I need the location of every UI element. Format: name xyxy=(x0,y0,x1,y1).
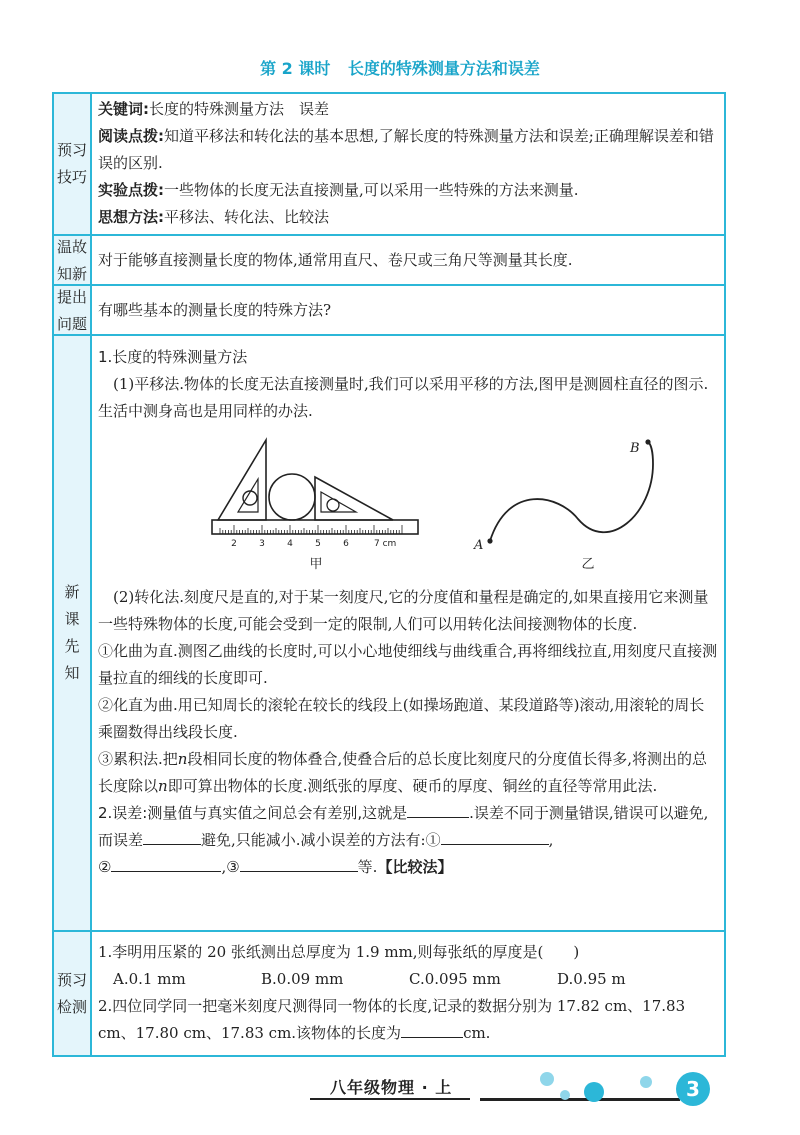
text-run: , xyxy=(548,831,554,849)
footer-underline xyxy=(310,1098,470,1100)
side-label-char: 新 xyxy=(64,583,80,601)
question-1-options xyxy=(98,966,718,993)
side-label-check xyxy=(54,932,92,1055)
keywords-value: 长度的特殊测量方法 误差 xyxy=(149,100,330,118)
divider xyxy=(54,234,724,236)
fill-blank[interactable] xyxy=(401,1021,463,1038)
variable-n: n xyxy=(158,777,168,795)
option-a[interactable]: A.0.1 mm xyxy=(113,970,186,988)
fill-blank[interactable] xyxy=(143,828,201,845)
fill-blank[interactable] xyxy=(441,828,549,845)
fill-blank[interactable] xyxy=(111,855,221,872)
figure-label-yi: 乙 xyxy=(581,557,595,572)
side-label-new xyxy=(54,336,92,930)
option-c[interactable]: C.0.095 mm xyxy=(409,970,501,988)
side-label-char: 知 xyxy=(64,664,80,682)
fill-blank[interactable] xyxy=(407,801,469,818)
side-label-line: 技巧 xyxy=(56,168,87,186)
ruler-tick-label: 5 xyxy=(315,539,321,549)
side-label-char: 先 xyxy=(64,637,80,655)
divider xyxy=(54,930,724,932)
ruler-tick-label: 7 cm xyxy=(374,539,397,549)
divider xyxy=(54,284,724,286)
experiment-value: 一些物体的长度无法直接测量,可以采用一些特殊的方法来测量. xyxy=(164,181,579,199)
heading-special-methods: 1.长度的特殊测量方法 xyxy=(98,348,248,366)
worksheet-table xyxy=(52,92,726,1057)
ruler-tick-label: 4 xyxy=(287,539,293,549)
text-run: cm. xyxy=(463,1024,491,1042)
text-run: 即可算出物体的长度.测纸张的厚度、硬币的厚度、铜丝的直径等常用此法. xyxy=(167,777,658,795)
check-content xyxy=(98,939,718,1047)
footer-underline xyxy=(480,1098,680,1101)
side-label-question xyxy=(54,286,92,336)
lesson-topic: 长度的特殊测量方法和误差 xyxy=(347,59,540,78)
decorative-dot xyxy=(640,1076,652,1088)
figure-jia xyxy=(208,434,428,574)
text-run: ② xyxy=(98,858,112,876)
ruler-ticks xyxy=(220,525,402,534)
text-run: 2.误差:测量值与真实值之间总会有差别,这就是 xyxy=(98,804,408,822)
side-label-review xyxy=(54,236,92,286)
question-1: 1.李明用压紧的 20 张纸测出总厚度为 1.9 mm,则每张纸的厚度是( ) xyxy=(98,943,580,961)
method-tag: 【比较法】 xyxy=(377,858,453,876)
ruler-labels xyxy=(231,539,396,549)
text-run: 等. xyxy=(357,858,378,876)
decorative-dot xyxy=(584,1082,604,1102)
experiment-key: 实验点拨: xyxy=(98,181,164,199)
translation-method-text: (1)平移法.物体的长度无法直接测量时,我们可以采用平移的方法,图甲是测圆柱直径的图示.生活中测身高也是用同样的办法. xyxy=(98,375,709,420)
reading-key: 阅读点拨: xyxy=(98,127,164,145)
side-label-preview xyxy=(54,94,92,234)
figures xyxy=(98,434,718,584)
lesson-title xyxy=(0,56,800,79)
straight-to-curve-text: ②化直为曲.用已知周长的滚轮在较长的线段上(如操场跑道、某段道路等)滚动,用滚轮的周长乘圈数得出线段长度. xyxy=(98,696,705,741)
option-d[interactable]: D.0.95 m xyxy=(557,970,626,988)
option-b[interactable]: B.0.09 mm xyxy=(261,970,344,988)
text-run: .误差不同于测量错误,错误可以避免,而误差 xyxy=(98,804,709,849)
side-label-line: 预习 xyxy=(56,141,87,159)
review-content: 对于能够直接测量长度的物体,通常用直尺、卷尺或三角尺等测量其长度. xyxy=(98,251,573,269)
text-run: ,③ xyxy=(221,858,240,876)
conversion-method-text: (2)转化法.刻度尺是直的,对于某一刻度尺,它的分度值和量程是确定的,如果直接用它来测量一些特殊物体的长度,可能会受到一定的限制,人们可以用转化法间接测物体的长度. xyxy=(98,588,709,633)
reading-line xyxy=(98,123,718,177)
new-content-lower xyxy=(98,584,718,881)
figure-label-jia: 甲 xyxy=(309,557,323,572)
divider xyxy=(54,334,724,336)
page-footer xyxy=(0,1070,800,1110)
experiment-line xyxy=(98,177,718,204)
reading-value: 知道平移法和转化法的基本思想,了解长度的特殊测量方法和误差;正确理解误差和错误的区别. xyxy=(98,127,714,172)
side-label-line: 预习 xyxy=(56,970,87,989)
ruler-tick-label: 6 xyxy=(343,539,349,549)
fill-blank[interactable] xyxy=(240,855,358,872)
accumulation-method-text xyxy=(98,746,718,800)
method-line xyxy=(98,204,718,231)
keywords-line xyxy=(98,96,718,123)
page-number: 3 xyxy=(676,1072,710,1106)
curve-to-straight-text: ①化曲为直.测图乙曲线的长度时,可以小心地使细线与曲线重合,再将细线拉直,用刻度尺直接测量拉直的细线的长度即可. xyxy=(98,642,718,687)
point-b-label: B xyxy=(630,441,640,456)
text-run: 段相同长度的物体叠合,使叠合后的总长度比刻度尺的分度值长得多,将测出的总长度除以 xyxy=(98,750,707,795)
text-run: ③累积法.把 xyxy=(98,750,178,768)
text-run: 2.四位同学同一把毫米刻度尺测得同一物体的长度,记录的数据分别为 17.82 cm、17.83 cm、17.80 cm、17.83 cm.该物体的长度为 xyxy=(98,997,686,1042)
keywords-key: 关键词: xyxy=(98,100,149,118)
decorative-dot xyxy=(540,1072,554,1086)
ruler-tick-label: 3 xyxy=(259,539,265,549)
figure-yi xyxy=(448,434,678,574)
question-2 xyxy=(98,993,718,1047)
side-label-char: 课 xyxy=(64,610,80,628)
side-label-line: 知新 xyxy=(56,265,87,283)
point-a-label: A xyxy=(474,538,484,553)
variable-n: n xyxy=(177,750,188,768)
ruler-tick-label: 2 xyxy=(231,539,237,549)
new-content xyxy=(98,344,718,928)
footer-book-title: 八年级物理 · 上 xyxy=(330,1078,453,1097)
preview-content xyxy=(98,96,718,231)
side-label-line: 问题 xyxy=(56,315,87,333)
side-label-line: 提出 xyxy=(56,288,87,306)
lesson-number: 第 2 课时 xyxy=(260,59,331,78)
question-content: 有哪些基本的测量长度的特殊方法? xyxy=(98,301,332,319)
error-definition-text xyxy=(98,800,718,881)
side-label-line: 温故 xyxy=(56,238,87,256)
side-label-line: 检测 xyxy=(56,997,87,1016)
text-run: 避免,只能减小.减小误差的方法有:① xyxy=(201,831,441,849)
method-key: 思想方法: xyxy=(98,208,164,226)
method-value: 平移法、转化法、比较法 xyxy=(164,208,330,226)
decorative-dot xyxy=(560,1090,570,1100)
